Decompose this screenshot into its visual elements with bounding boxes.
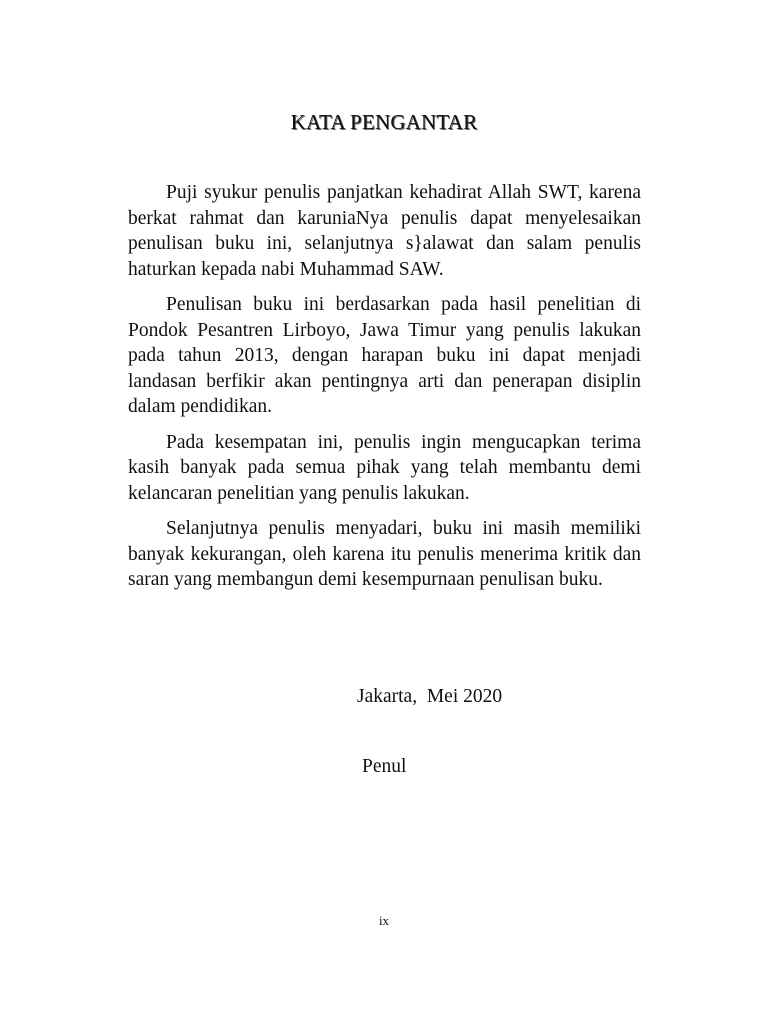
page-title: KATA PENGANTAR — [290, 110, 478, 134]
paragraph-2: Penulisan buku ini berdasarkan pada hasil penelitian di Pondok Pesantren Lirboyo, Jawa Timur yang penulis lakukan pada tahun 2013, dengan harapan buku ini dapat menjadi landasan berfikir akan pentingnya arti dan penerapan disiplin dalam pendidikan. — [128, 294, 641, 417]
place-date: Jakarta, Mei 2020 — [357, 686, 503, 707]
paragraph-1: Puji syukur penulis panjatkan kehadirat Allah SWT, karena berkat rahmat dan karuniaNya penulis dapat menyelesaikan penulisan buku ini, selanjutnya s}alawat dan salam penulis haturkan kepada nabi Muhammad SAW. — [128, 182, 641, 280]
page-number: ix — [378, 913, 390, 928]
body-text — [128, 180, 641, 603]
paragraph-4: Selanjutnya penulis menyadari, buku ini masih memiliki banyak kekurangan, oleh karena itu penulis menerima kritik dan saran yang membangun demi kesempurnaan penulisan buku. — [128, 518, 641, 590]
author-signature: Penul — [362, 756, 407, 777]
paragraph-3: Pada kesempatan ini, penulis ingin mengucapkan terima kasih banyak pada semua pihak yang telah membantu demi kelancaran penelitian yang penulis lakukan. — [128, 431, 641, 504]
